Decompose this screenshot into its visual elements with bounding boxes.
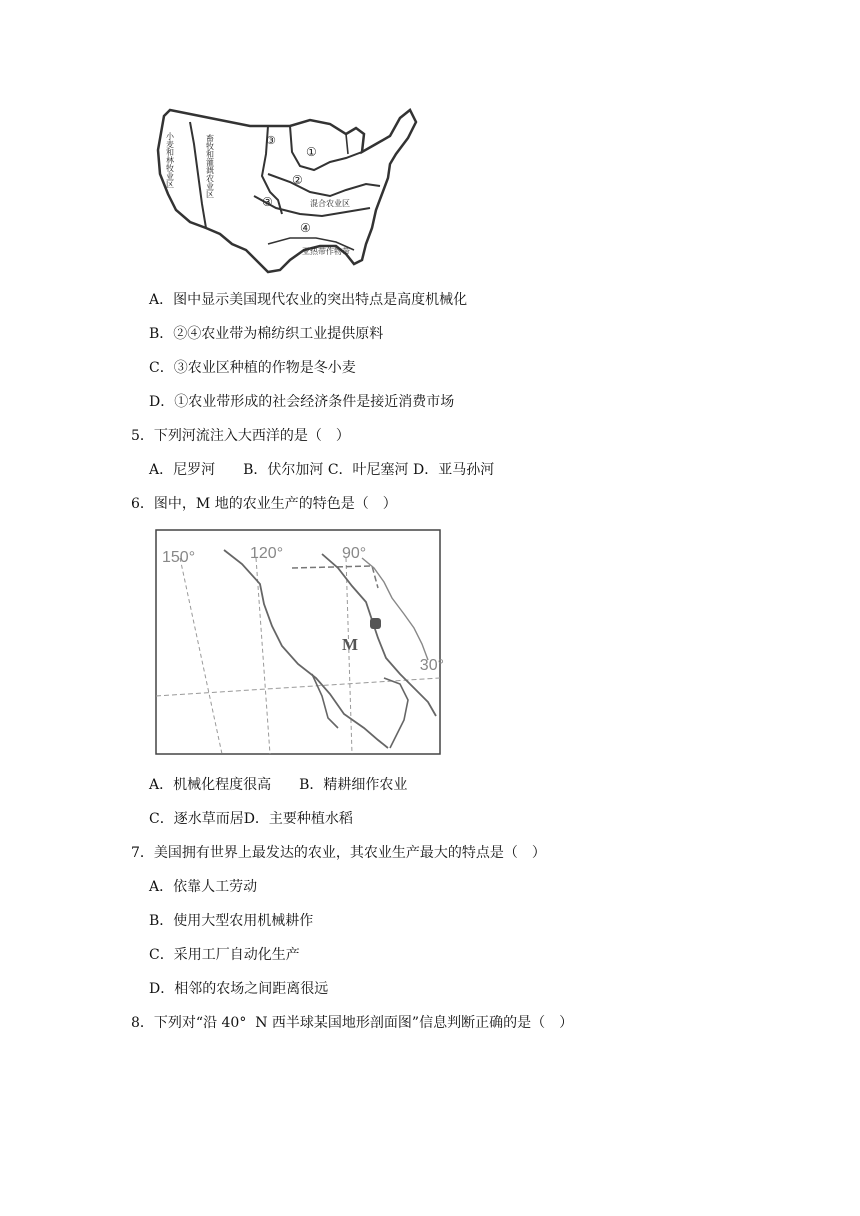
q7-option-c: C．采用工厂自动化生产: [149, 947, 300, 963]
q7-option-b: B．使用大型农用机械耕作: [149, 913, 314, 929]
map2-label-m: M: [342, 635, 359, 654]
q6-options-line1: A．机械化程度很高 B．精耕细作农业: [149, 777, 408, 793]
q4-option-b: B．②④农业带为棉纺织工业提供原料: [149, 326, 384, 342]
map1-label-circle3a: ③: [266, 134, 276, 147]
map1-label-circle4: ④: [300, 221, 311, 235]
map2-label-30: 30°: [419, 657, 444, 674]
map1-label-subtropical: 亚热带作物带: [302, 247, 350, 256]
q4-option-a: A．图中显示美国现代农业的突出特点是高度机械化: [149, 292, 468, 308]
map1-label-ranching: 畜牧和灌溉农业区: [205, 134, 215, 198]
q7-stem: 7．美国拥有世界上最发达的农业，其农业生产最大的特点是（ ）: [131, 845, 546, 861]
map2-label-90: 90°: [342, 545, 367, 562]
map1-label-circle2: ②: [292, 173, 303, 187]
map2-label-120: 120°: [250, 545, 284, 562]
q7-option-d: D．相邻的农场之间距离很远: [149, 981, 329, 997]
q8-stem: 8．下列对“沿 40° N 西半球某国地形剖面图”信息判断正确的是（ ）: [131, 1015, 574, 1031]
q4-option-c: C．③农业区种植的作物是冬小麦: [149, 360, 356, 376]
map2-label-150: 150°: [162, 549, 196, 566]
q6-stem: 6．图中，M 地的农业生产的特色是（ ）: [131, 496, 397, 512]
q5-stem: 5．下列河流注入大西洋的是（ ）: [131, 428, 350, 444]
north-america-map: [152, 528, 444, 758]
map1-label-mixed: 混合农业区: [310, 199, 350, 208]
us-agriculture-map: [150, 104, 422, 276]
q6-options-line2: C．逐水草而居D．主要种植水稻: [149, 811, 353, 827]
q4-option-d: D．①农业带形成的社会经济条件是接近消费市场: [149, 394, 455, 410]
q5-options: A．尼罗河 B．伏尔加河 C．叶尼塞河 D．亚马孙河: [149, 462, 495, 478]
q7-option-a: A．依靠人工劳动: [149, 879, 258, 895]
map1-label-circle3b: ③: [262, 195, 273, 209]
map1-label-circle1: ①: [306, 145, 317, 159]
map1-label-west: 小麦和林牧业区: [165, 132, 175, 188]
map2-point-m-marker: [370, 618, 381, 629]
